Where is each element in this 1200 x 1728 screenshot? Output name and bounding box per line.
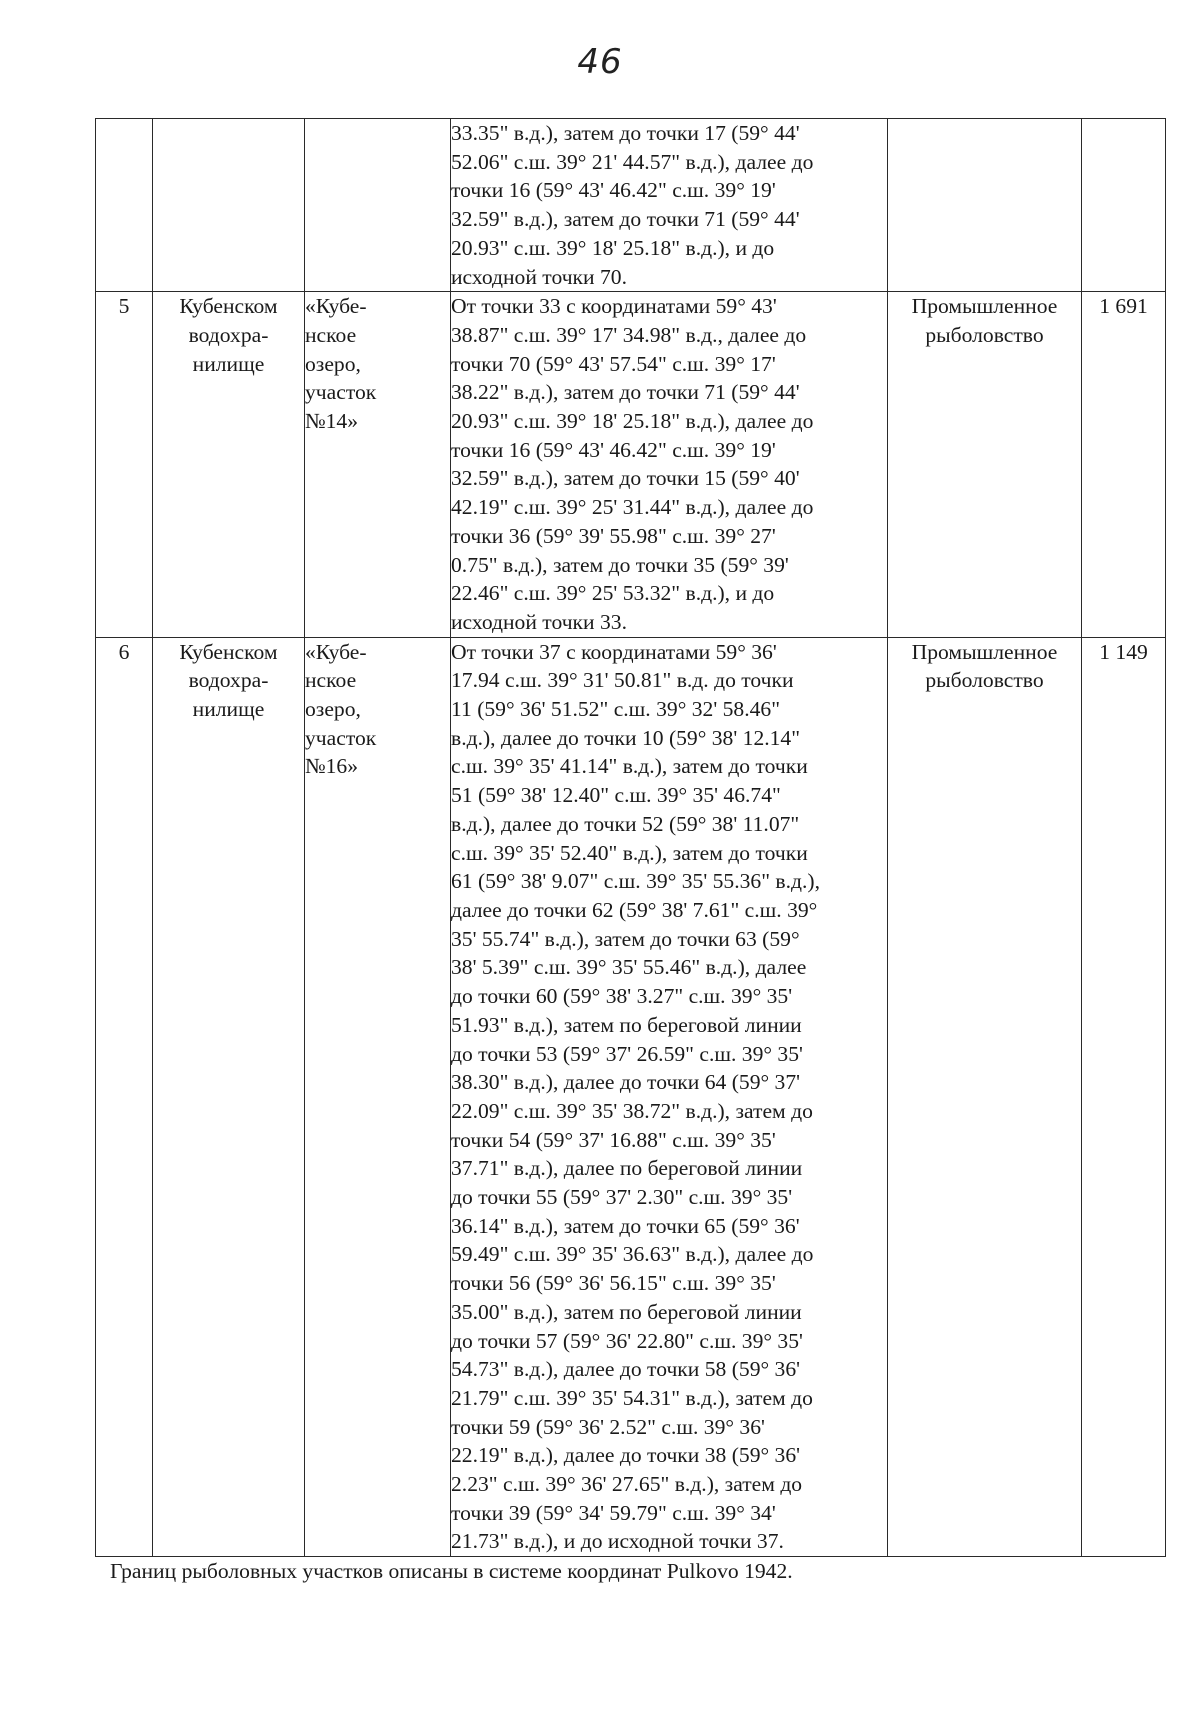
area-cell: 1 691 <box>1082 292 1166 637</box>
boundary-description-line: до точки 53 (59° 37' 26.59" с.ш. 39° 35' <box>451 1041 803 1066</box>
boundary-description-line: 38' 5.39" с.ш. 39° 35' 55.46" в.д.), далее <box>451 955 807 980</box>
page-number: 46 <box>577 42 623 82</box>
boundary-description-line: в.д.), далее до точки 52 (59° 38' 11.07" <box>451 811 800 836</box>
site-name-line: №16» <box>305 754 358 779</box>
water-body-cell <box>153 119 305 292</box>
table-body <box>96 119 1166 1557</box>
boundary-description-line: От точки 37 с координатами 59° 36' <box>451 639 777 664</box>
boundary-description-line: 51 (59° 38' 12.40" с.ш. 39° 35' 46.74" <box>451 783 781 808</box>
site-name-line: озеро, <box>305 351 361 376</box>
boundary-description-line: 52.06" с.ш. 39° 21' 44.57" в.д.), далее до <box>451 149 814 174</box>
boundary-description-line: 38.30" в.д.), далее до точки 64 (59° 37' <box>451 1070 801 1095</box>
table-row <box>96 292 1166 637</box>
boundary-description-line: 21.79" с.ш. 39° 35' 54.31" в.д.), затем до <box>451 1385 813 1410</box>
boundary-description-line: 22.19" в.д.), далее до точки 38 (59° 36' <box>451 1443 801 1468</box>
site-name-cell <box>305 292 451 637</box>
boundary-description-line: точки 39 (59° 34' 59.79" с.ш. 39° 34' <box>451 1500 776 1525</box>
footnote: Границ рыболовных участков описаны в системе координат Pulkovo 1942. <box>110 1559 793 1583</box>
fishing-type-cell <box>888 292 1082 637</box>
area-cell <box>1082 119 1166 292</box>
fishing-type-cell <box>888 119 1082 292</box>
fishing-type-line: Промышленное <box>911 639 1058 664</box>
boundary-description-line: до точки 55 (59° 37' 2.30" с.ш. 39° 35' <box>451 1185 793 1210</box>
boundary-description-line: 17.94 с.ш. 39° 31' 50.81" в.д. до точки <box>451 668 794 693</box>
boundary-description-line: 42.19" с.ш. 39° 25' 31.44" в.д.), далее до <box>451 495 814 520</box>
water-body-line: нилище <box>192 697 265 722</box>
boundary-description-line: 38.87" с.ш. 39° 17' 34.98" в.д., далее до <box>451 322 807 347</box>
water-body-line: Кубенском <box>179 639 278 664</box>
boundary-description-line: точки 59 (59° 36' 2.52" с.ш. 39° 36' <box>451 1414 765 1439</box>
area-cell: 1 149 <box>1082 637 1166 1557</box>
boundary-description-line: исходной точки 33. <box>451 609 627 634</box>
site-name-cell <box>305 637 451 1557</box>
site-name-line: нское <box>305 322 357 347</box>
fishing-sites-table <box>95 118 1166 1557</box>
boundary-description-line: до точки 57 (59° 36' 22.80" с.ш. 39° 35' <box>451 1328 803 1353</box>
water-body-cell <box>153 292 305 637</box>
row-number-cell: 5 <box>96 292 153 637</box>
boundary-description-line: точки 54 (59° 37' 16.88" с.ш. 39° 35' <box>451 1127 776 1152</box>
fishing-type-line: Промышленное <box>911 294 1058 319</box>
boundary-description-line: точки 56 (59° 36' 56.15" с.ш. 39° 35' <box>451 1271 776 1296</box>
boundary-description-line: 22.09" с.ш. 39° 35' 38.72" в.д.), затем до <box>451 1098 813 1123</box>
water-body-line: водохра- <box>188 322 269 347</box>
water-body-line: водохра- <box>188 668 269 693</box>
boundary-description-line: до точки 60 (59° 38' 3.27" с.ш. 39° 35' <box>451 984 793 1009</box>
boundary-description-line: 36.14" в.д.), затем до точки 65 (59° 36' <box>451 1213 800 1238</box>
boundary-description-line: далее до точки 62 (59° 38' 7.61" с.ш. 39° <box>451 897 818 922</box>
boundary-description-line: 35.00" в.д.), затем по береговой линии <box>451 1299 802 1324</box>
boundary-description-line: 37.71" в.д.), далее по береговой линии <box>451 1156 803 1181</box>
boundary-description-line: 0.75" в.д.), затем до точки 35 (59° 39' <box>451 552 789 577</box>
boundary-description-cell <box>451 119 888 292</box>
site-name-cell <box>305 119 451 292</box>
boundary-description-line: 32.59" в.д.), затем до точки 15 (59° 40' <box>451 466 800 491</box>
boundary-description-line: с.ш. 39° 35' 52.40" в.д.), затем до точки <box>451 840 808 865</box>
boundary-description-line: 59.49" с.ш. 39° 35' 36.63" в.д.), далее до <box>451 1242 814 1267</box>
water-body-line: Кубенском <box>179 294 278 319</box>
boundary-description-line: точки 16 (59° 43' 46.42" с.ш. 39° 19' <box>451 178 776 203</box>
table-row <box>96 119 1166 292</box>
boundary-description-line: 54.73" в.д.), далее до точки 58 (59° 36' <box>451 1357 801 1382</box>
site-name-line: №14» <box>305 409 358 434</box>
water-body-cell <box>153 637 305 1557</box>
boundary-description-line: точки 16 (59° 43' 46.42" с.ш. 39° 19' <box>451 437 776 462</box>
boundary-description-line: 51.93" в.д.), затем по береговой линии <box>451 1012 802 1037</box>
row-number-cell: 6 <box>96 637 153 1557</box>
boundary-description-line: 11 (59° 36' 51.52" с.ш. 39° 32' 58.46" <box>451 697 781 722</box>
boundary-description-line: 33.35" в.д.), затем до точки 17 (59° 44' <box>451 121 800 145</box>
boundary-description-line: 21.73" в.д.), и до исходной точки 37. <box>451 1529 784 1554</box>
boundary-description-line: 38.22" в.д.), затем до точки 71 (59° 44' <box>451 380 800 405</box>
site-name-line: «Кубе- <box>305 639 367 664</box>
row-number-cell <box>96 119 153 292</box>
water-body-line: нилище <box>192 351 265 376</box>
boundary-description-line: 22.46" с.ш. 39° 25' 53.32" в.д.), и до <box>451 581 775 606</box>
fishing-type-line: рыболовство <box>925 668 1044 693</box>
boundary-description-cell <box>451 292 888 637</box>
boundary-description-line: исходной точки 70. <box>451 264 627 289</box>
boundary-description-line: точки 36 (59° 39' 55.98" с.ш. 39° 27' <box>451 523 776 548</box>
boundary-description-line: 32.59" в.д.), затем до точки 71 (59° 44' <box>451 207 800 232</box>
boundary-description-line: 20.93" с.ш. 39° 18' 25.18" в.д.), далее до <box>451 409 814 434</box>
fishing-type-line: рыболовство <box>925 322 1044 347</box>
boundary-description-line: 61 (59° 38' 9.07" с.ш. 39° 35' 55.36" в.д.), <box>451 869 820 894</box>
site-name-line: участок <box>305 725 377 750</box>
boundary-description-line: 2.23" с.ш. 39° 36' 27.65" в.д.), затем до <box>451 1472 803 1497</box>
boundary-description-line: 35' 55.74" в.д.), затем до точки 63 (59° <box>451 926 800 951</box>
boundary-description-line: в.д.), далее до точки 10 (59° 38' 12.14" <box>451 725 801 750</box>
boundary-description-line: 20.93" с.ш. 39° 18' 25.18" в.д.), и до <box>451 235 775 260</box>
boundary-description-line: От точки 33 с координатами 59° 43' <box>451 294 777 319</box>
site-name-line: «Кубе- <box>305 294 367 319</box>
boundary-description-line: с.ш. 39° 35' 41.14" в.д.), затем до точки <box>451 754 808 779</box>
fishing-type-cell <box>888 637 1082 1557</box>
boundary-description-line: точки 70 (59° 43' 57.54" с.ш. 39° 17' <box>451 351 776 376</box>
site-name-line: нское <box>305 668 357 693</box>
boundary-description-cell <box>451 637 888 1557</box>
site-name-line: озеро, <box>305 697 361 722</box>
table-row <box>96 637 1166 1557</box>
site-name-line: участок <box>305 380 377 405</box>
